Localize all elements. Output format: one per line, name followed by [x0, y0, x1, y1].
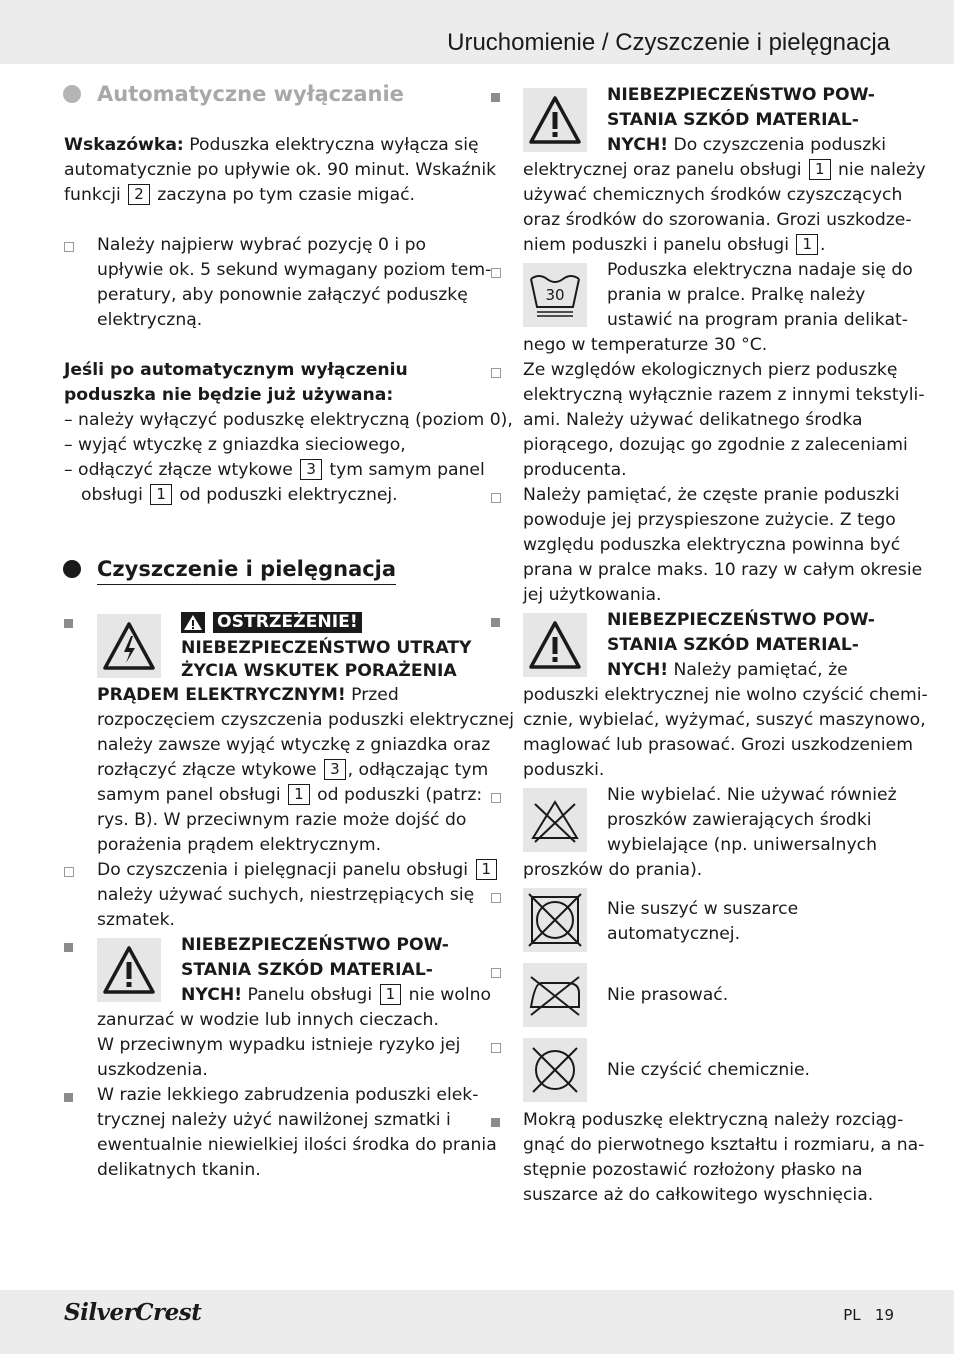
dash-list: – należy wyłączyć poduszkę elektryczną (poziom 0), – wyjąć wtyczkę z gniazdka sieciowego, – odłączyć złącze wtykowe 3 tym samym panel obsługi 1 od poduszki elektrycznej. — [64, 410, 513, 505]
no-dry-clean-icon — [523, 1038, 587, 1102]
subheading: Jeśli po automatycznym wyłączeniu poduszka nie będzie już używana: — [64, 360, 408, 405]
page-number: PL 19 — [843, 1306, 894, 1324]
bullet-square-icon — [491, 968, 501, 978]
damage-text-cont: poduszki elektrycznej nie wolno czyścić chemi- cznie, wybielać, wyżymać, suszyć maszynowo, maglować lub prasować. Grozi uszkodzeniem poduszki. — [523, 685, 928, 780]
damage-text: NYCH! Do czyszczenia poduszki — [607, 135, 887, 155]
list-item: Do czyszczenia i pielęgnacji panelu obsługi 1 należy używać suchych, niestrzępiących się szmatek. — [97, 858, 499, 933]
brand-logo: SilverCrest — [64, 1299, 202, 1326]
list-item: Ze względów ekologicznych pierz poduszkę elektryczną wyłącznie razem z innymi tekstyli- ami. Należy używać delikatnego środka piorącego, dozując go zgodnie z zaleceniami producenta. — [523, 360, 925, 480]
bullet-square-icon — [491, 93, 500, 102]
bullet-square-icon — [491, 1043, 501, 1053]
bullet-square-icon — [491, 893, 501, 903]
list-item: Nie suszyć w suszarce automatycznej. — [607, 899, 799, 944]
bullet-dot-icon — [63, 560, 81, 578]
damage-text: NYCH! Panelu obsługi 1 nie wolno — [181, 985, 492, 1005]
bullet-dot-icon — [63, 85, 81, 103]
wash-30-icon — [523, 263, 587, 327]
damage-text: NYCH! Należy pamiętać, że — [607, 660, 848, 680]
bullet-square-icon — [491, 618, 500, 627]
damage-title: NIEBEZPIECZEŃSTWO POW- STANIA SZKÓD MATERIAL- — [607, 610, 875, 655]
list-item: Należy pamiętać, że częste pranie poduszki powoduje jej przyspieszone zużycie. Z tego względu poduszka elektryczna powinna być prana w pralce maks. 10 razy w całym okresie jej użytkowania. — [523, 485, 923, 605]
caution-icon — [523, 88, 587, 152]
list-item: Nie wybielać. Nie używać również proszków zawierających środki wybielające (np. uniwersalnych — [607, 785, 897, 855]
bullet-square-icon — [64, 619, 73, 628]
list-item: W razie lekkiego zabrudzenia poduszki elek- trycznej należy użyć nawilżonej szmatki i ewentualnie niewielkiej ilości środka do prania delikatnych tkanin. — [97, 1085, 497, 1180]
list-item-cont: proszków do prania). — [523, 860, 703, 880]
no-iron-icon — [523, 963, 587, 1027]
bullet-square-icon — [491, 1118, 500, 1127]
note-paragraph: Wskazówka: Poduszka elektryczna wyłącza się automatycznie po upływie ok. 90 minut. Wskaźnik funkcji 2 zaczyna po tym czasie migać. — [64, 135, 497, 205]
list-item: Poduszka elektryczna nadaje się do prania w pralce. Pralkę należy ustawić na program prania delikat- — [607, 260, 913, 330]
bullet-square-icon — [64, 867, 74, 877]
bullet-square-icon — [491, 368, 501, 378]
no-tumble-dry-icon — [523, 888, 587, 952]
list-item: Nie prasować. — [607, 985, 729, 1005]
warning-label: OSTRZEŻENIE! — [213, 612, 362, 633]
damage-title: NIEBEZPIECZEŃSTWO POW- STANIA SZKÓD MATERIAL- — [181, 935, 449, 980]
list-item-cont: nego w temperaturze 30 °C. — [523, 335, 768, 355]
warning-title: NIEBEZPIECZEŃSTWO UTRATY ŻYCIA WSKUTEK PORAŻENIA — [181, 638, 472, 681]
section-heading-cleaning: Czyszczenie i pielęgnacja — [97, 555, 396, 585]
warning-block — [181, 612, 362, 633]
bullet-square-icon — [491, 493, 501, 503]
damage-text-cont: zanurzać w wodzie lub innych cieczach. W przeciwnym wypadku istnieje ryzyko jej uszkodzenia. — [97, 1010, 461, 1080]
bullet-square-icon — [64, 1093, 73, 1102]
list-item: Nie czyścić chemicznie. — [607, 1060, 811, 1080]
warning-triangle-icon — [181, 612, 205, 633]
list-item: Mokrą poduszkę elektryczną należy rozciąg- gnąć do pierwotnego kształtu i rozmiaru, a na- stępnie pozostawić rozłożony płasko na suszarce aż do całkowitego wyschnięcia. — [523, 1110, 925, 1205]
ref-box: 2 — [128, 184, 150, 205]
bullet-square-icon — [64, 242, 74, 252]
caution-icon — [97, 938, 161, 1002]
page-title: Uruchomienie / Czyszczenie i pielęgnacja — [447, 29, 890, 56]
electric-hazard-icon — [97, 614, 161, 678]
section-heading-auto-off: Automatyczne wyłączanie — [97, 80, 404, 108]
svg-text:30: 30 — [545, 286, 565, 304]
damage-title: NIEBEZPIECZEŃSTWO POW- STANIA SZKÓD MATERIAL- — [607, 85, 875, 130]
caution-icon — [523, 613, 587, 677]
no-bleach-icon — [523, 788, 587, 852]
bullet-square-icon — [491, 268, 501, 278]
bullet-square-icon — [64, 943, 73, 952]
warning-text: PRĄDEM ELEKTRYCZNYM! Przed rozpoczęciem czyszczenia poduszki elektrycznej należy zawsze wyjąć wtyczkę z gniazdka oraz rozłączyć złącze wtykowe 3 , odłączając tym samym panel obsługi 1 od poduszki (patrz: rys. B). W przeciwnym razie może dojść do porażenia prądem elektrycznym. — [97, 685, 514, 855]
bullet-square-icon — [491, 793, 501, 803]
damage-text-cont: elektrycznej oraz panelu obsługi 1 nie należy używać chemicznych środków czyszczących oraz środków do szorowania. Grozi uszkodze- niem poduszki i panelu obsługi 1 . — [523, 160, 926, 255]
list-item: Należy najpierw wybrać pozycję 0 i po upływie ok. 5 sekund wymagany poziom tem- peratury, aby ponownie załączyć poduszkę elektryczną. — [97, 235, 492, 330]
